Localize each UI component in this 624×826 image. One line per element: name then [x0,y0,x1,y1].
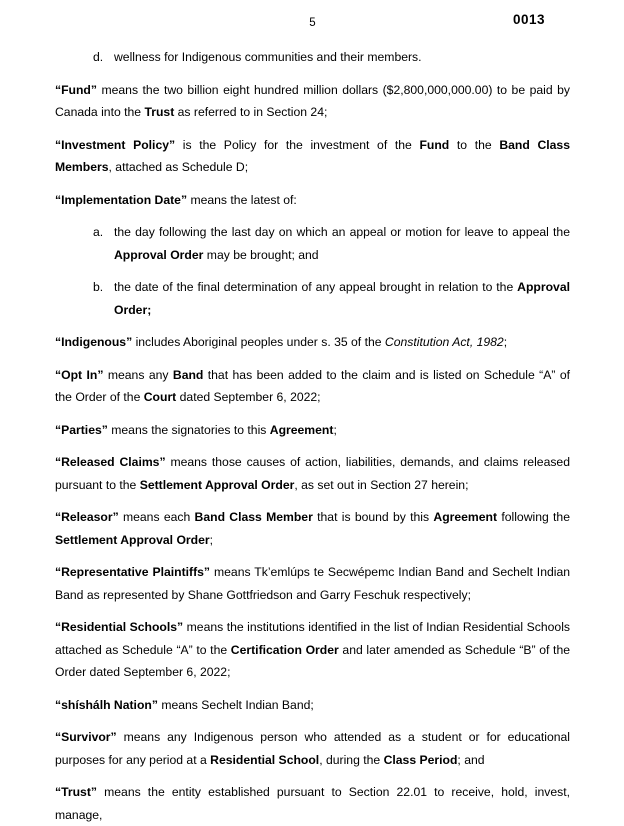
text-run: may be brought; and [203,247,319,262]
text-run: includes Aboriginal peoples under s. 35 of the [132,335,385,349]
list-marker: b. [93,280,104,294]
text-run: “Investment Policy” [55,137,176,152]
bates-stamp: 0013 [512,12,545,27]
text-run: following the [497,510,570,524]
text-run: that is bound by this [312,510,434,524]
definition-paragraph [55,726,570,771]
text-run: “Opt In” [55,367,104,382]
text-run: Band Class Members [55,137,570,174]
definition-paragraph [55,451,570,496]
definition-paragraph [55,419,570,442]
definition-paragraph [55,189,570,212]
text-run: Band Class Member [194,510,313,524]
definition-paragraph [55,364,570,409]
text-run: Fund [419,137,450,152]
text-run: is the Policy for the investment of the [175,137,420,152]
text-run: Approval Order [114,247,204,262]
page-number: 5 [309,17,316,29]
text-run: “Parties” [55,422,108,437]
text-run: dated September 6, 2022; [176,390,321,404]
text-run: , as set out in Section 27 herein; [294,477,469,492]
definition-paragraph [55,561,570,606]
text-run: ; [503,335,508,349]
definition-list-item [55,276,570,321]
text-run: Residential School [210,752,320,767]
text-run: the day following the last day on which an appeal or motion for leave to appeal the [114,225,570,239]
definition-paragraph [55,331,570,354]
text-run: “Implementation Date” [55,192,188,207]
text-run: “Trust” [55,785,97,799]
text-run: Band [172,367,204,382]
text-run: “shíshálh Nation” [55,697,158,712]
text-run: , during the [319,752,384,767]
text-run: means each [118,510,195,524]
definition-list-item [55,46,570,69]
text-run: “Representative Plaintiffs” [55,565,211,579]
text-run: means any [103,367,173,382]
text-run: Agreement [433,510,498,524]
text-run: ; and [457,752,485,767]
definition-paragraph [55,694,570,717]
text-run: , attached as Schedule D; [108,160,249,174]
text-run: means the two billion eight hundred million dollars ($2,800,000,000.00) to be paid by Canada into the [55,82,570,119]
text-run: “Released Claims” [55,455,166,469]
text-run: Constitution Act, 1982 [384,335,504,349]
text-run: means the signatories to this [107,422,270,437]
text-run: ; [209,532,214,547]
text-run: wellness for Indigenous communities and their members. [114,50,422,64]
text-run: “Fund” [55,82,97,97]
text-run: as referred to in Section 24; [174,105,328,119]
page-header [55,12,570,30]
text-run: the date of the final determination of any appeal brought in relation to the [114,280,518,294]
text-run: Agreement [269,422,334,437]
text-run: “Indigenous” [55,335,133,349]
definition-paragraph [55,79,570,124]
definition-paragraph [55,616,570,684]
text-run: Settlement Approval Order [55,532,210,547]
definition-list-item [55,221,570,266]
text-run: Class Period [383,752,458,767]
text-run: to the [449,137,500,152]
text-run: means the latest of: [187,192,297,207]
text-run: means the entity established pursuant to Section 22.01 to receive, hold, invest, manage, [55,785,570,822]
text-run: that has been added to the claim and is listed on Schedule “A” of the Order of the [55,367,571,404]
text-run: ; [333,422,337,437]
text-run: Settlement Approval Order [139,477,295,492]
definition-paragraph [55,134,570,179]
text-run: “Releasor” [55,510,119,524]
text-run: means Tk’emlúps te Secwépemc Indian Band and Sechelt Indian Band as represented by Shane Gottfriedson and Garry Feschuk respectively; [55,565,571,602]
definition-paragraph [55,781,570,826]
document-content [55,46,570,826]
list-marker: d. [93,50,104,64]
text-run: Approval Order; [114,280,570,317]
text-run: Trust [144,105,175,119]
text-run: means those causes of action, liabilities, demands, and claims released pursuant to the [55,455,570,492]
text-run: “Survivor” [55,730,117,744]
text-run: Court [143,390,177,404]
text-run: means the institutions identified in the list of Indian Residential Schools attached as Schedule “A” to the [55,620,570,657]
text-run: means Sechelt Indian Band; [157,697,314,712]
text-run: and later amended as Schedule “B” of the Order dated September 6, 2022; [55,642,570,679]
definition-paragraph [55,506,570,551]
text-run: “Residential Schools” [55,620,184,634]
text-run: Certification Order [230,642,339,657]
list-marker: a. [93,225,104,239]
text-run: means any Indigenous person who attended as a student or for educational purposes for any period at a [55,730,570,767]
